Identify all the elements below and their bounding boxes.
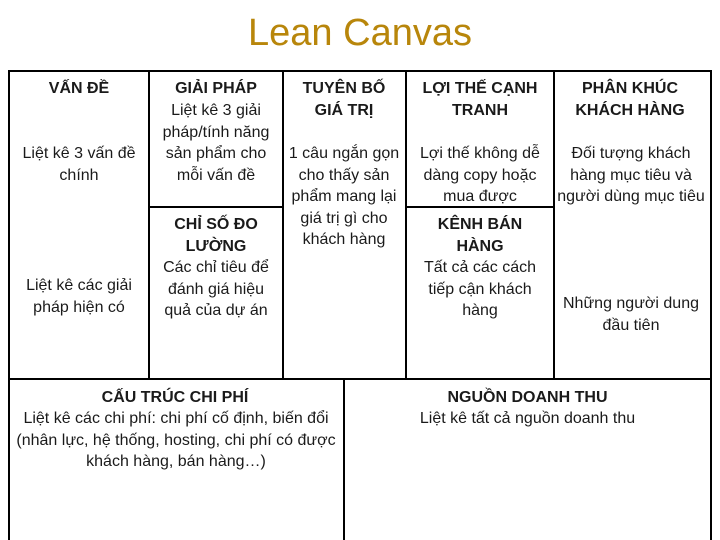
early-adopters: Những người dung đầu tiên: [563, 295, 699, 334]
canvas-border-left: [8, 70, 10, 540]
divider-v2: [282, 70, 284, 380]
metrics-heading: CHỈ SỐ ĐO LƯỜNG: [174, 216, 258, 255]
canvas-border-top: [8, 70, 712, 72]
cost-heading: CẤU TRÚC CHI PHÍ: [101, 389, 249, 406]
advantage-heading: LỢI THẾ CẠNH TRANH: [422, 80, 538, 119]
segments-body: Đối tượng khách hàng mục tiêu và người dùng mục tiêu: [557, 145, 705, 205]
uvp-body: 1 câu ngắn gọn cho thấy sản phẩm mang lại giá trị gì cho khách hàng: [288, 145, 400, 248]
problem-heading: VẤN ĐỀ: [48, 80, 110, 97]
uvp-heading: TUYÊN BỐ GIÁ TRỊ: [302, 80, 386, 119]
divider-solution-metrics: [148, 206, 284, 208]
problem-body: Liệt kê 3 vấn đề chính: [22, 145, 136, 184]
canvas-title: Lean Canvas: [248, 12, 472, 54]
channels-heading: KÊNH BÁN HÀNG: [437, 216, 523, 255]
segments-heading: PHÂN KHÚC KHÁCH HÀNG: [575, 80, 685, 119]
cost-body: Liệt kê các chi phí: chi phí cố định, biến đổi (nhân lực, hệ thống, hosting, chi phí có được khách hàng, bán hàng…): [16, 410, 336, 470]
revenue-body: Liệt kê tất cả nguồn doanh thu: [419, 410, 636, 427]
divider-v1: [148, 70, 150, 380]
divider-bottom-row: [8, 378, 712, 380]
metrics-body: Các chỉ tiêu để đánh giá hiệu quả của dự án: [163, 259, 269, 319]
channels-body: Tất cả các cách tiếp cận khách hàng: [423, 259, 537, 319]
divider-v4: [553, 70, 555, 380]
canvas-border-right: [710, 70, 712, 540]
solution-body: Liệt kê 3 giải pháp/tính năng sản phẩm cho mỗi vấn đề: [162, 102, 270, 184]
advantage-body: Lợi thế không dễ dàng copy hoặc mua được: [420, 145, 540, 205]
revenue-heading: NGUỒN DOANH THU: [447, 389, 608, 406]
solution-heading: GIẢI PHÁP: [175, 80, 257, 97]
existing-alternatives: Liệt kê các giải pháp hiện có: [26, 277, 132, 316]
